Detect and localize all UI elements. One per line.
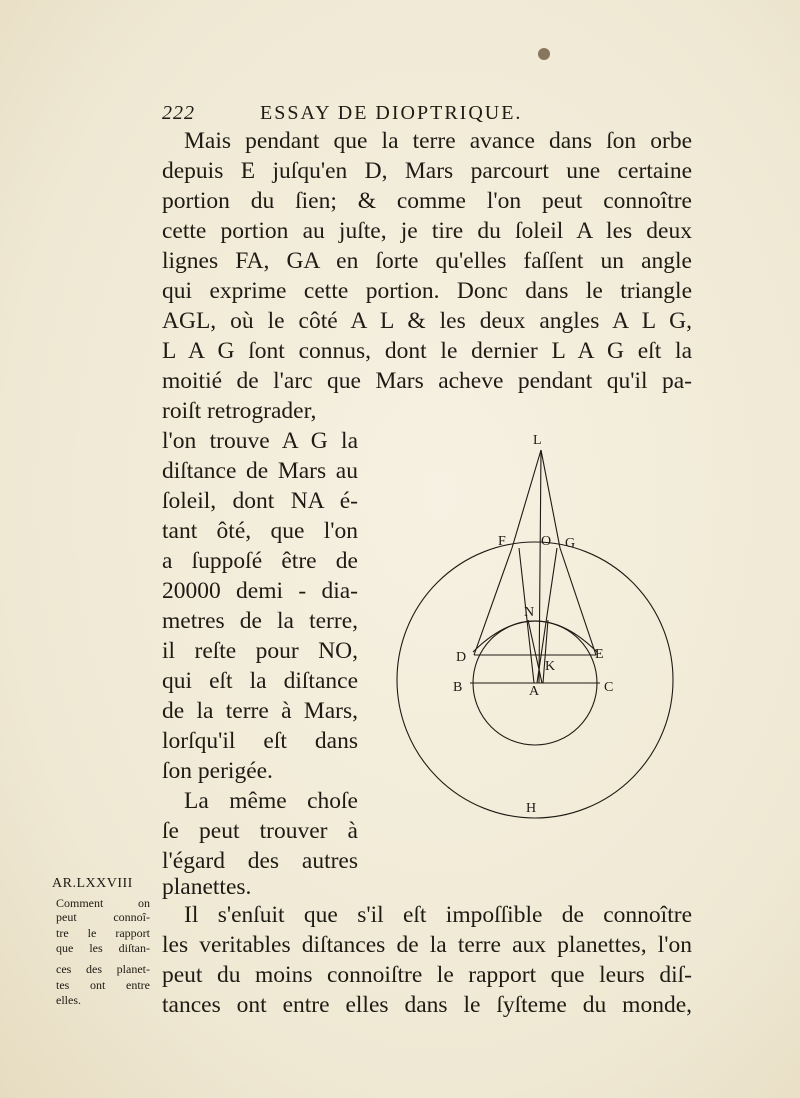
body-line: Il s'enſuit que s'il eſt impoſſible de connoître <box>184 902 692 928</box>
narrow-line: de la terre à Mars, <box>162 698 358 724</box>
label-B: B <box>453 680 463 695</box>
body-line: les veritables diſtances de la terre aux planettes, l'on <box>162 932 692 958</box>
narrow-line: ſe peut trouver à <box>162 818 358 844</box>
margin-note-line: ces des planet- <box>56 962 150 976</box>
body-line: peut du moins connoiſtre le rapport que leurs diſ- <box>162 962 692 988</box>
narrow-line: ſoleil, dont NA é- <box>162 488 358 514</box>
narrow-line: l'on trouve A G la <box>162 428 358 454</box>
narrow-line: il reſte pour NO, <box>162 638 358 664</box>
label-O: O <box>541 534 552 549</box>
label-A: A <box>529 684 540 699</box>
narrow-line: tant ôté, que l'on <box>162 518 358 544</box>
narrow-line: diſtance de Mars au <box>162 458 358 484</box>
narrow-line: qui eſt la diſtance <box>162 668 358 694</box>
line-LA <box>539 450 541 683</box>
earth-arc <box>473 621 597 652</box>
margin-note-line: tre le rapport <box>56 926 150 940</box>
margin-note-line: elles. <box>56 993 81 1007</box>
body-line: tances ont entre elles dans le ſyſteme du monde, <box>162 992 692 1018</box>
body-line: AGL, où le côté A L & les deux angles A L G, <box>162 308 692 334</box>
label-K: K <box>545 659 556 674</box>
label-L: L <box>533 433 542 448</box>
running-title: ESSAY DE DIOPTRIQUE. <box>260 102 523 124</box>
article-number: AR.LXXVIII <box>52 876 133 891</box>
narrow-line: metres de la terre, <box>162 608 358 634</box>
label-D: D <box>456 650 467 665</box>
narrow-line: La même choſe <box>184 788 358 814</box>
body-line: moitié de l'arc que Mars acheve pendant qu'il pa- <box>162 368 692 394</box>
line-FD <box>474 548 512 655</box>
body-line: L A G ſont connus, dont le dernier L A G eſt la <box>162 338 692 364</box>
mars-orbit <box>397 542 673 818</box>
line-LF <box>512 450 541 548</box>
body-line: lignes FA, GA en ſorte qu'elles faſſent un angle <box>162 248 692 274</box>
margin-note-line: tes ont entre <box>56 978 150 992</box>
narrow-line: roiſt retrograder, <box>162 398 317 424</box>
body-line: qui exprime cette portion. Donc dans le triangle <box>162 278 692 304</box>
page-number: 222 <box>162 102 195 124</box>
body-line: depuis E juſqu'en D, Mars parcourt une certaine <box>162 158 692 184</box>
label-C: C <box>604 680 614 695</box>
narrow-line: ſon perigée. <box>162 758 273 784</box>
narrow-line: planettes. <box>162 874 252 900</box>
margin-note-line: peut connoî- <box>56 910 150 924</box>
label-E: E <box>595 647 604 662</box>
body-line: portion du ſien; & comme l'on peut connoître <box>162 188 692 214</box>
margin-note-line: Comment on <box>56 896 150 910</box>
narrow-line: l'égard des autres <box>162 848 358 874</box>
body-line: Mais pendant que la terre avance dans ſon orbe <box>184 128 692 154</box>
label-G: G <box>565 536 576 551</box>
label-H: H <box>526 801 537 816</box>
margin-note-line: que les diſtan- <box>56 941 150 955</box>
body-line: cette portion au juſte, je tire du ſoleil A les deux <box>162 218 692 244</box>
label-N: N <box>524 605 535 620</box>
narrow-line: lorſqu'il eſt dans <box>162 728 358 754</box>
narrow-line: a ſuppoſé être de <box>162 548 358 574</box>
label-F: F <box>498 534 506 549</box>
narrow-line: 20000 demi - dia- <box>162 578 358 604</box>
